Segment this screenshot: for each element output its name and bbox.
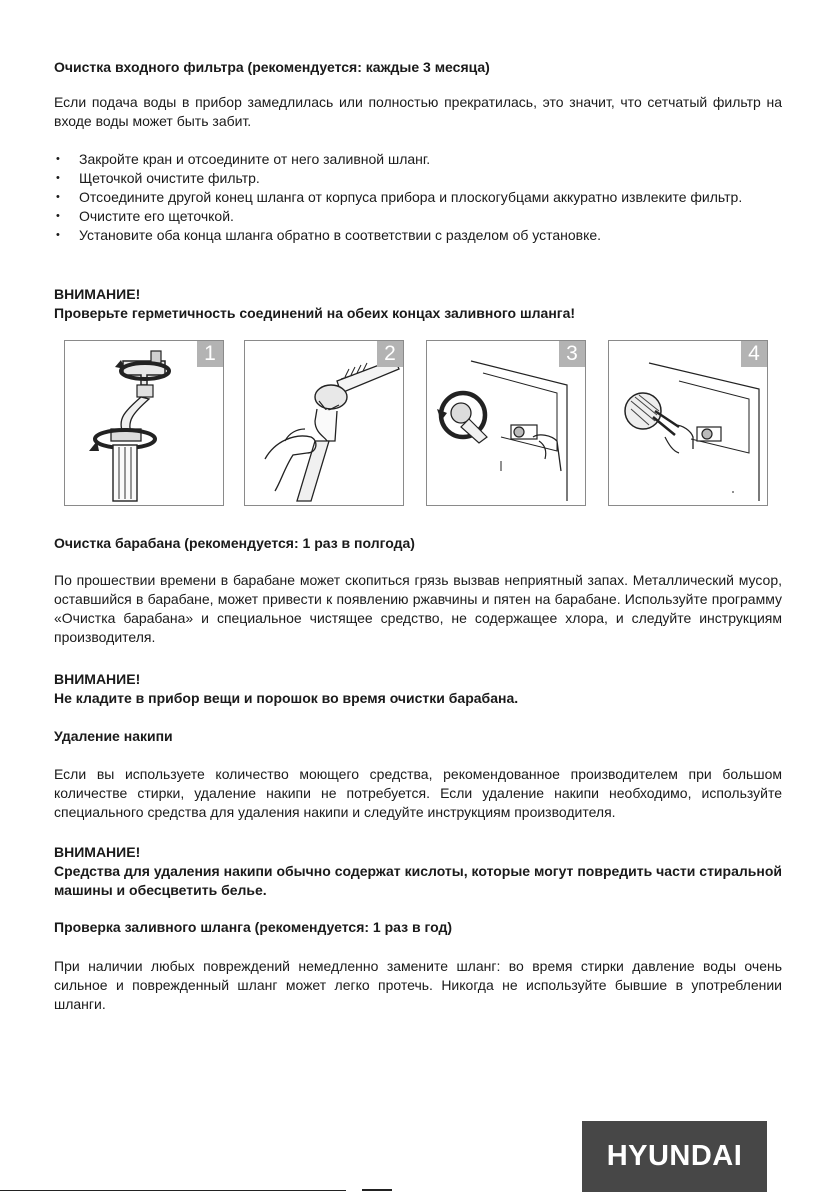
figure-number: 1 — [197, 341, 223, 367]
list-item: • Щеточкой очистите фильтр. — [54, 169, 782, 188]
hyundai-logo: HYUNDAI — [582, 1121, 767, 1192]
hose-text: При наличии любых повреждений немедленно замените шланг: во время стирки давление воды очень сильное и поврежденный шланг может легко протечь. Никогда не используйте бывшие в употреблении шланги. — [54, 958, 782, 1012]
hose-heading: Проверка заливного шланга (рекомендуется: 1 раз в год) — [54, 919, 453, 935]
drum-warning-title: ВНИМАНИЕ! — [54, 671, 141, 687]
figure-2 — [244, 340, 404, 506]
list-item: • Установите оба конца шланга обратно в соответствии с разделом об установке. — [54, 226, 782, 245]
drum-text: По прошествии времени в барабане может скопиться грязь вызвав неприятный запах. Металлический мусор, оставшийся в барабане, может привести к появлению ржавчины и пятен на барабане. Используйте программу «Очистка барабана» и специальное чистящее средство, не содержащее хлора, и следуйте инструкциям производителя. — [54, 572, 782, 645]
list-item: • Очистите его щеточкой. — [54, 207, 782, 226]
figure-4 — [608, 340, 768, 506]
list-item: • Закройте кран и отсоедините от него заливной шланг. — [54, 150, 782, 169]
filter-steps-list — [54, 150, 782, 245]
drum-warning-text: Не кладите в прибор вещи и порошок во время очистки барабана. — [54, 690, 519, 706]
figure-number: 4 — [741, 341, 767, 367]
list-item: • Отсоедините другой конец шланга от корпуса прибора и плоскогубцами аккуратно извлеките фильтр. — [54, 188, 782, 207]
drum-heading: Очистка барабана (рекомендуется: 1 раз в полгода) — [54, 535, 415, 551]
filter-heading: Очистка входного фильтра (рекомендуется: каждые 3 месяца) — [54, 59, 490, 75]
descale-warning-text: Средства для удаления накипи обычно содержат кислоты, которые могут повредить части стиральной машины и обесцветить белье. — [54, 863, 782, 898]
descale-text: Если вы используете количество моющего средства, рекомендованное производителем при большом количестве стирки, удаление накипи не потребуется. Если удаление накипи необходимо, используйте специального средства для удаления накипи и следуйте инструкциям производителя. — [54, 766, 782, 820]
filter-warning-text: Проверьте герметичность соединений на обеих концах заливного шланга! — [54, 305, 576, 321]
filter-illustrations — [64, 340, 768, 506]
filter-intro: Если подача воды в прибор замедлилась или полностью прекратилась, это значит, что сетчатый фильтр на входе воды может быть забит. — [54, 94, 782, 129]
figure-3 — [426, 340, 586, 506]
figure-number: 2 — [377, 341, 403, 367]
filter-warning-title: ВНИМАНИЕ! — [54, 286, 141, 302]
descale-warning-title: ВНИМАНИЕ! — [54, 844, 141, 860]
figure-1 — [64, 340, 224, 506]
footer-divider — [0, 1190, 346, 1191]
footer-divider-short — [362, 1189, 392, 1191]
descale-heading: Удаление накипи — [54, 728, 173, 744]
figure-number: 3 — [559, 341, 585, 367]
